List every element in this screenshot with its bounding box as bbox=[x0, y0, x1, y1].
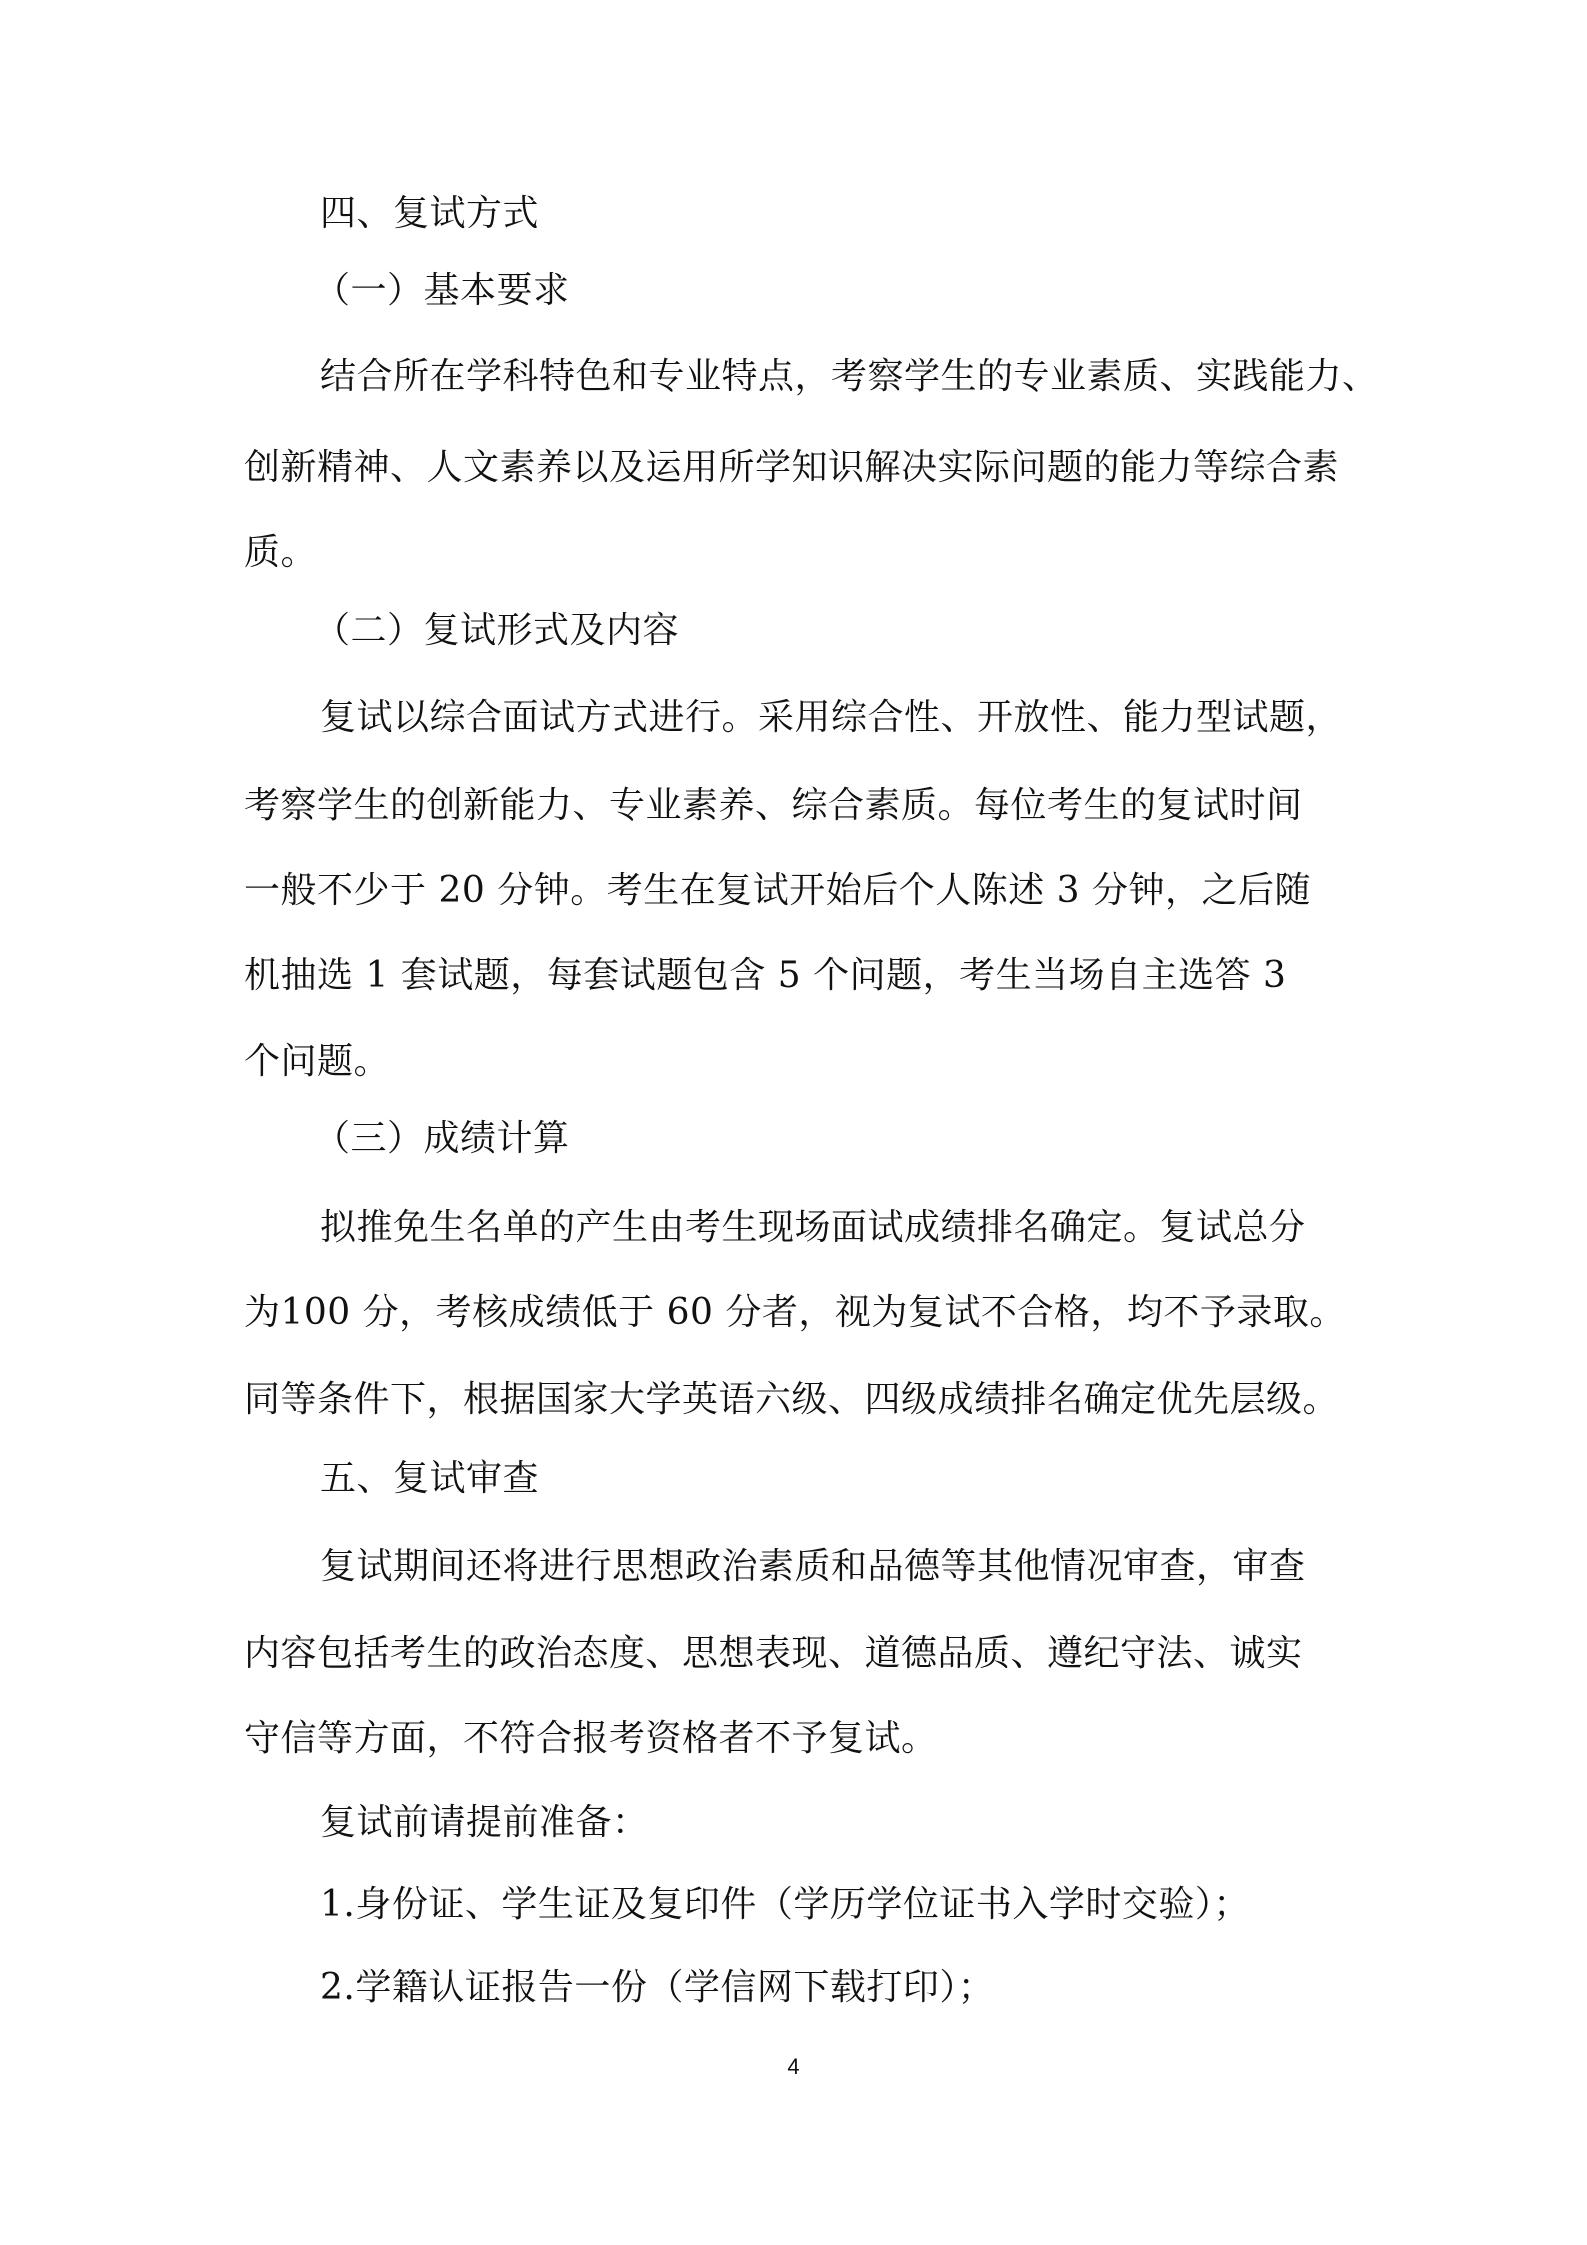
page-number: 4 bbox=[787, 2054, 800, 2079]
subheading-retest-format-content: （二）复试形式及内容 bbox=[314, 610, 680, 651]
paragraph-line: 个问题。 bbox=[244, 1041, 391, 1082]
paragraph-line: 守信等方面，不符合报考资格者不予复试。 bbox=[244, 1718, 938, 1759]
list-item: 1.身份证、学生证及复印件（学历学位证书入学时交验）； bbox=[320, 1884, 1250, 1925]
paragraph-line: 结合所在学科特色和专业特点，考察学生的专业素质、实践能力、 bbox=[320, 356, 1379, 397]
paragraph-line: 质。 bbox=[244, 532, 318, 573]
section-heading-retest-method: 四、复试方式 bbox=[320, 193, 540, 234]
list-item: 2.学籍认证报告一份（学信网下载打印）； bbox=[320, 1967, 995, 2008]
paragraph-line: 一般不少于 20 分钟。考生在复试开始后个人陈述 3 分钟，之后随 bbox=[244, 870, 1311, 911]
paragraph-line: 考察学生的创新能力、专业素养、综合素质。每位考生的复试时间 bbox=[244, 785, 1303, 826]
paragraph-line: 内容包括考生的政治态度、思想表现、道德品质、遵纪守法、诚实 bbox=[244, 1633, 1303, 1674]
subheading-basic-requirements: （一）基本要求 bbox=[314, 270, 570, 311]
paragraph-line: 为100 分，考核成绩低于 60 分者，视为复试不合格，均不予录取。 bbox=[244, 1292, 1346, 1333]
section-heading-retest-review: 五、复试审查 bbox=[320, 1458, 540, 1499]
paragraph-line: 同等条件下，根据国家大学英语六级、四级成绩排名确定优先层级。 bbox=[244, 1379, 1340, 1420]
paragraph-line: 拟推免生名单的产生由考生现场面试成绩排名确定。复试总分 bbox=[320, 1207, 1306, 1248]
paragraph-line: 创新精神、人文素养以及运用所学知识解决实际问题的能力等综合素 bbox=[244, 447, 1340, 488]
paragraph-line: 复试期间还将进行思想政治素质和品德等其他情况审查，审查 bbox=[320, 1546, 1306, 1587]
paragraph-line: 复试以综合面试方式进行。采用综合性、开放性、能力型试题， bbox=[320, 697, 1343, 738]
subheading-score-calculation: （三）成绩计算 bbox=[314, 1118, 570, 1159]
paragraph-line: 机抽选 1 套试题，每套试题包含 5 个问题，考生当场自主选答 3 bbox=[244, 955, 1287, 996]
preparation-heading: 复试前请提前准备： bbox=[320, 1802, 649, 1843]
